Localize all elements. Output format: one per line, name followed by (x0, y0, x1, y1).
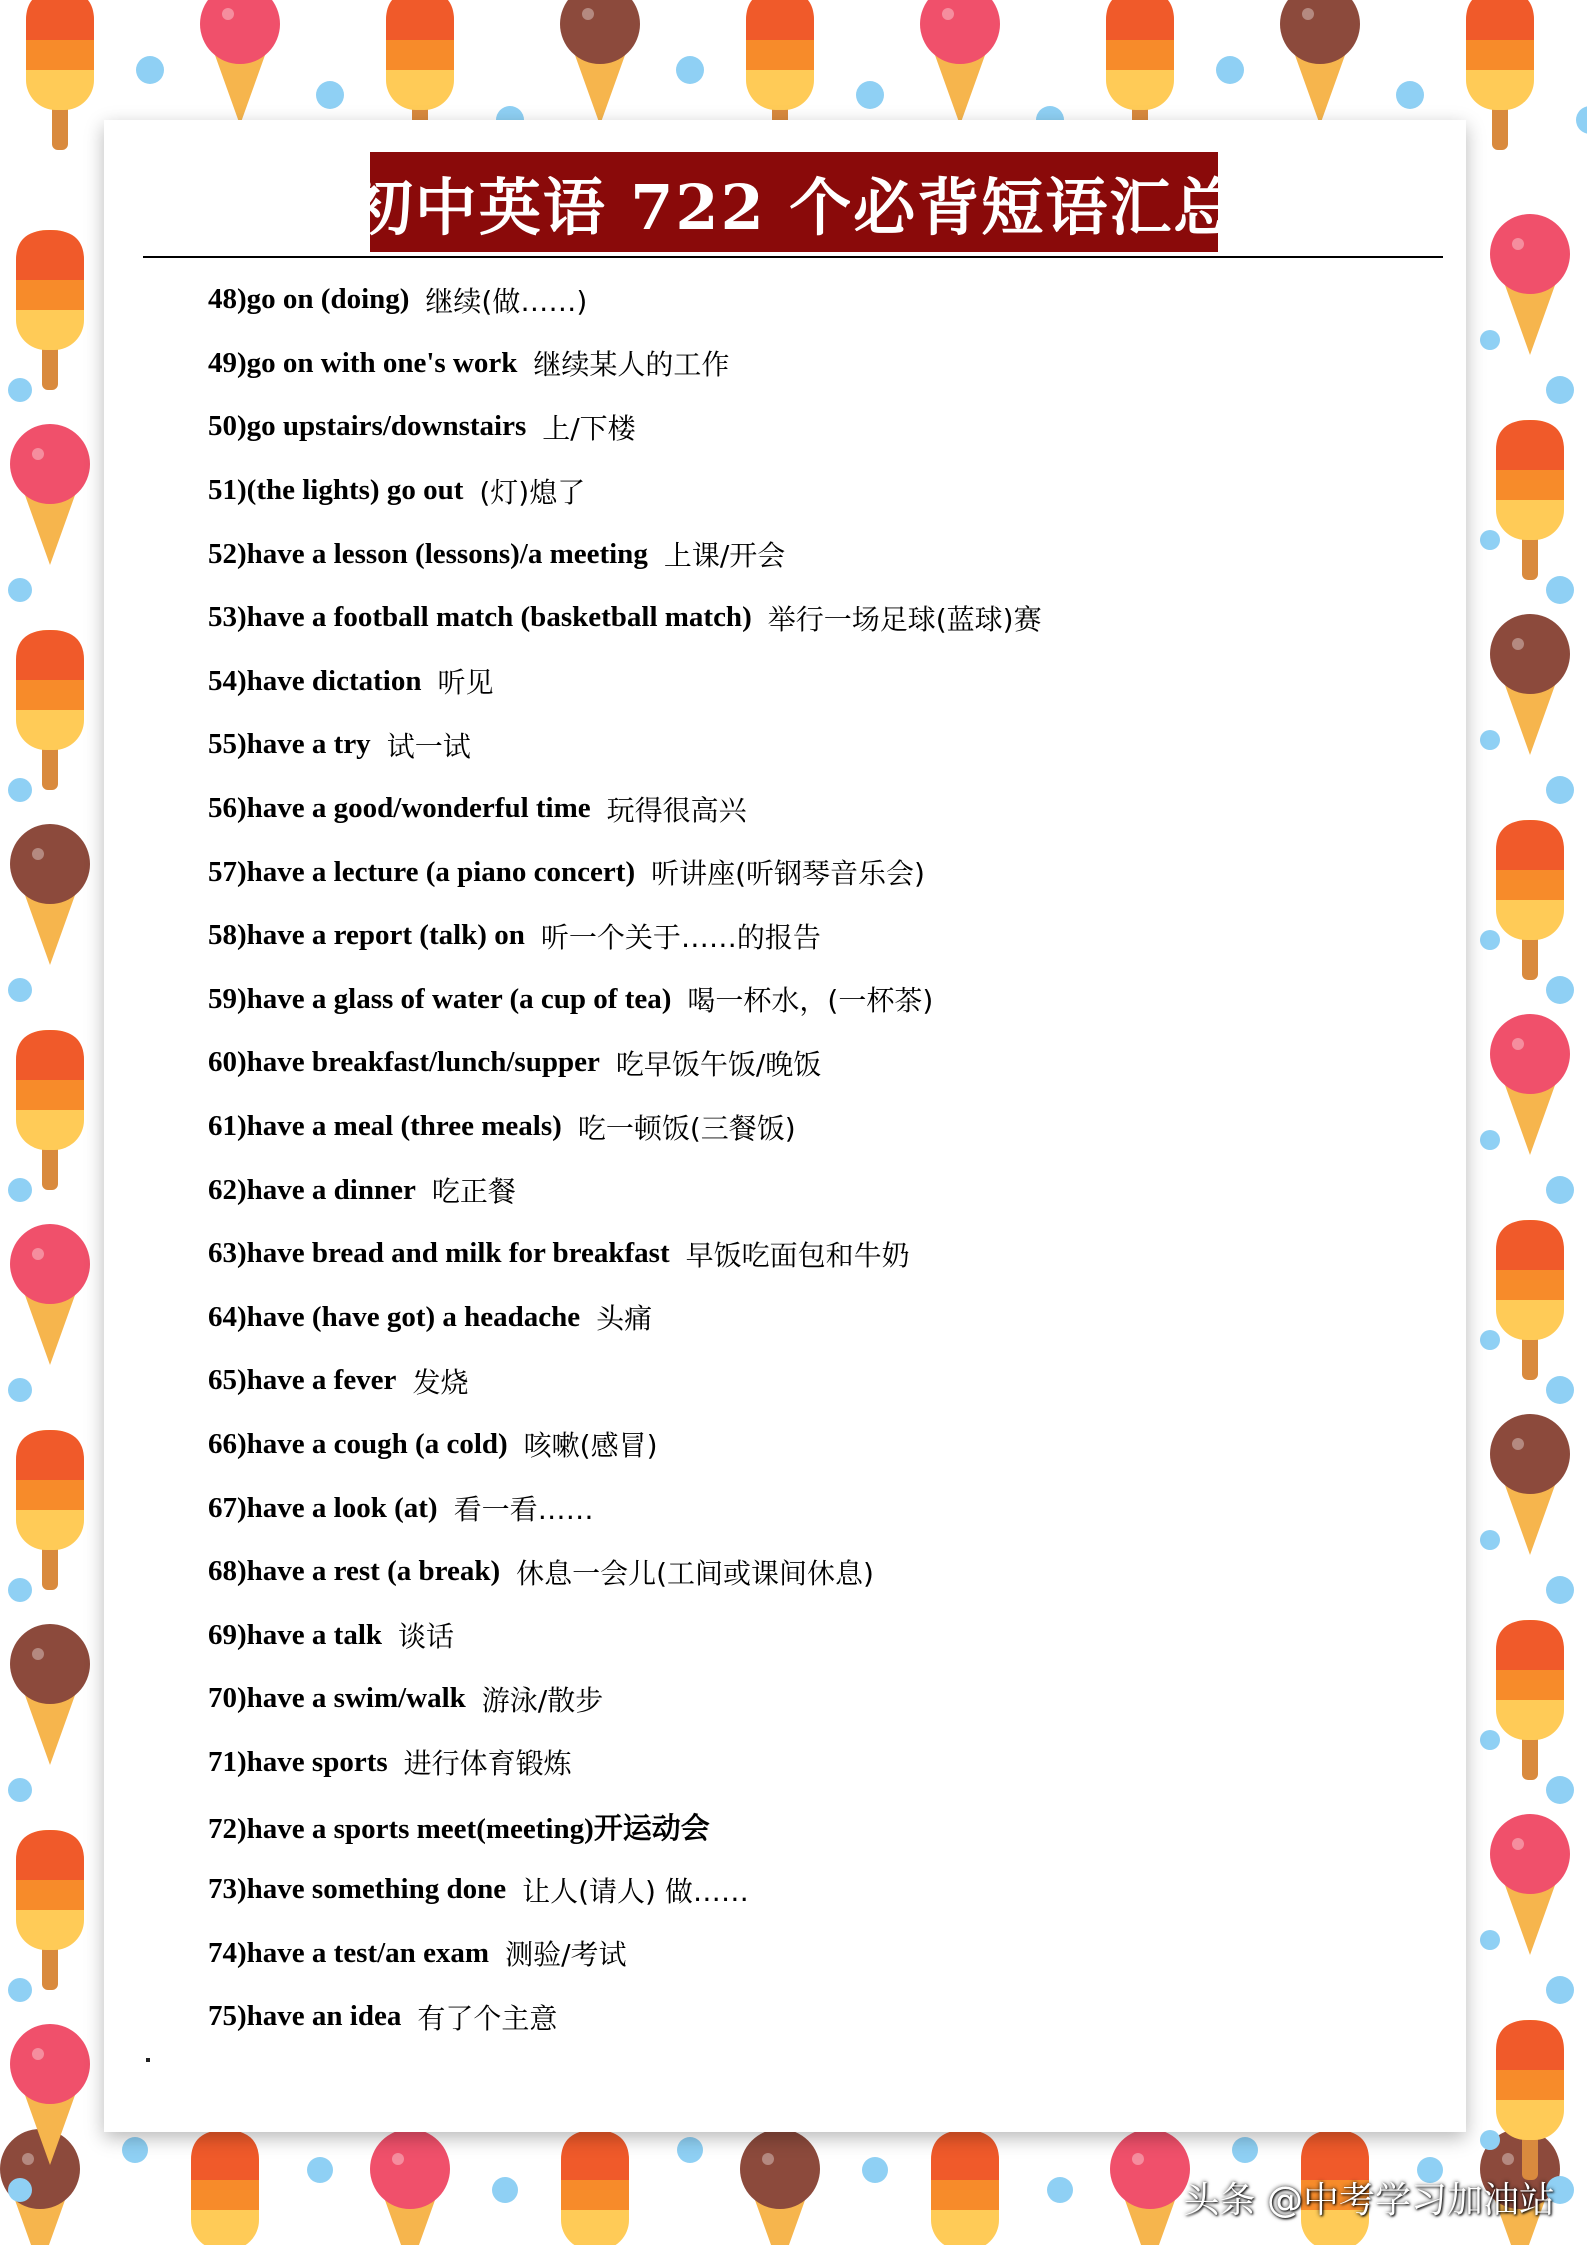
phrase-chinese: 咳嗽(感冒) (523, 1429, 658, 1463)
bubble-dot (8, 378, 32, 402)
phrase-english: 61)have a meal (three meals) (208, 1110, 562, 1143)
phrase-row (208, 650, 1428, 714)
bubble-dot (307, 2157, 333, 2183)
bubble-dot (8, 978, 32, 1002)
bubble-dot (1576, 106, 1587, 134)
phrase-english: 49)go on with one's work (208, 346, 518, 379)
bubble-dot (1480, 330, 1500, 350)
bubble-dot (1480, 930, 1500, 950)
bubble-dot (8, 1978, 32, 2002)
ice-cream-scoop-icon (1490, 1014, 1570, 1094)
phrase-row (208, 1794, 1428, 1858)
phrase-english: 50)go upstairs/downstairs (208, 410, 527, 443)
stray-dot (146, 2058, 150, 2062)
ice-cream-scoop-icon (1490, 1414, 1570, 1494)
phrase-chinese: 试一试 (386, 729, 471, 763)
bubble-dot (1480, 1930, 1500, 1950)
phrase-english: 72)have a sports meet(meeting)开运动会 (208, 1812, 710, 1845)
phrase-row (208, 1476, 1428, 1540)
phrase-chinese: 测验/考试 (505, 1938, 627, 1972)
bubble-dot (8, 578, 32, 602)
watermark: 头条 @中考学习加油站 (1183, 2180, 1555, 2221)
bubble-dot (492, 2177, 518, 2203)
phrase-row (208, 332, 1428, 396)
phrase-row (208, 1349, 1428, 1413)
ice-cream-scoop-icon (1490, 1814, 1570, 1894)
phrase-english: 60)have breakfast/lunch/supper (208, 1046, 600, 1079)
phrase-row (208, 713, 1428, 777)
bubble-dot (676, 56, 704, 84)
phrase-english: 67)have a look (at) (208, 1491, 438, 1524)
phrase-english: 74)have a test/an exam (208, 1936, 490, 1969)
phrase-chinese: 头痛 (596, 1302, 653, 1336)
phrase-row (208, 1540, 1428, 1604)
phrase-english: 68)have a rest (a break) (208, 1555, 501, 1588)
bubble-dot (862, 2157, 888, 2183)
bubble-dot (1480, 1530, 1500, 1550)
phrase-english: 71)have sports (208, 1745, 388, 1778)
phrase-row (208, 268, 1428, 332)
phrase-chinese: 喝一杯水，(一杯茶) (687, 984, 934, 1018)
phrase-row (208, 459, 1428, 523)
phrase-english: 57)have a lecture (a piano concert) (208, 855, 636, 888)
phrase-row (208, 840, 1428, 904)
phrase-row (208, 1031, 1428, 1095)
bubble-dot (8, 2178, 32, 2202)
phrase-row (208, 1413, 1428, 1477)
phrase-english: 64)have (have got) a headache (208, 1300, 581, 1333)
ice-cream-scoop-icon (10, 1224, 90, 1304)
phrase-row (208, 904, 1428, 968)
phrase-chinese: 继续(做……) (425, 284, 588, 318)
phrase-chinese: 听一个关于……的报告 (540, 920, 821, 954)
phrase-chinese: 让人(请人) 做…… (522, 1874, 749, 1908)
phrase-chinese: 继续某人的工作 (533, 348, 730, 382)
phrase-row (208, 586, 1428, 650)
phrase-english: 65)have a fever (208, 1364, 397, 1397)
phrase-chinese: 上课/开会 (663, 539, 786, 573)
phrase-english: 52)have a lesson (lessons)/a meeting (208, 537, 648, 570)
bubble-dot (1546, 376, 1574, 404)
bubble-dot (1047, 2177, 1073, 2203)
bubble-dot (1480, 2130, 1500, 2150)
ice-cream-scoop-icon (10, 1624, 90, 1704)
phrase-chinese: 发烧 (412, 1365, 469, 1399)
phrase-chinese: 看一看…… (453, 1493, 594, 1527)
bubble-dot (1480, 1130, 1500, 1150)
phrase-english: 66)have a cough (a cold) (208, 1427, 508, 1460)
phrase-chinese: 进行体育锻炼 (403, 1747, 572, 1781)
phrase-english: 56)have a good/wonderful time (208, 792, 591, 825)
phrase-chinese: 上/下楼 (542, 411, 636, 445)
bubble-dot (1546, 1176, 1574, 1204)
phrase-list (208, 268, 1428, 2049)
phrase-row (208, 1731, 1428, 1795)
phrase-chinese: 早饭吃面包和牛奶 (685, 1238, 910, 1272)
ice-cream-scoop-icon (920, 0, 1000, 64)
phrase-chinese: 休息一会儿(工间或课间休息) (516, 1556, 874, 1590)
bubble-dot (1546, 1576, 1574, 1604)
phrase-row (208, 777, 1428, 841)
phrase-row (208, 395, 1428, 459)
phrase-row (208, 522, 1428, 586)
bubble-dot (316, 81, 344, 109)
phrase-row (208, 1158, 1428, 1222)
bubble-dot (1480, 1730, 1500, 1750)
phrase-english: 58)have a report (talk) on (208, 919, 525, 952)
bubble-dot (856, 81, 884, 109)
bubble-dot (8, 1178, 32, 1202)
page-title: 初中英语 722 个必背短语汇总 (350, 170, 1238, 244)
phrase-english: 53)have a football match (basketball match) (208, 601, 752, 634)
phrase-english: 51)(the lights) go out (208, 474, 464, 507)
bubble-dot (1396, 81, 1424, 109)
phrase-chinese: 吃一顿饭(三餐饭) (577, 1111, 796, 1145)
bubble-dot (1480, 730, 1500, 750)
bubble-dot (1546, 976, 1574, 1004)
phrase-row (208, 1667, 1428, 1731)
phrase-chinese: 吃正餐 (431, 1175, 516, 1209)
phrase-row (208, 1858, 1428, 1922)
phrase-row (208, 1095, 1428, 1159)
bubble-dot (1546, 1976, 1574, 2004)
phrase-chinese: 玩得很高兴 (606, 793, 747, 827)
bubble-dot (122, 2137, 148, 2163)
ice-cream-scoop-icon (370, 2129, 450, 2209)
bubble-dot (8, 1378, 32, 1402)
ice-cream-scoop-icon (1110, 2129, 1190, 2209)
bubble-dot (8, 1578, 32, 1602)
bubble-dot (136, 56, 164, 84)
bubble-dot (1546, 1376, 1574, 1404)
phrase-chinese: 有了个主意 (417, 2001, 558, 2035)
title-divider (143, 256, 1443, 258)
phrase-chinese: 谈话 (398, 1620, 455, 1654)
ice-cream-scoop-icon (10, 2024, 90, 2104)
bubble-dot (677, 2137, 703, 2163)
phrase-english: 55)have a try (208, 728, 371, 761)
bubble-dot (1546, 1776, 1574, 1804)
phrase-english: 75)have an idea (208, 2000, 402, 2033)
phrase-row (208, 1921, 1428, 1985)
phrase-row (208, 1222, 1428, 1286)
phrase-english: 59)have a glass of water (a cup of tea) (208, 982, 672, 1015)
ice-cream-scoop-icon (560, 0, 640, 64)
ice-cream-scoop-icon (740, 2129, 820, 2209)
ice-cream-scoop-icon (1280, 0, 1360, 64)
bubble-dot (8, 1778, 32, 1802)
ice-cream-scoop-icon (1490, 614, 1570, 694)
phrase-english: 69)have a talk (208, 1618, 382, 1651)
phrase-row (208, 1286, 1428, 1350)
phrase-chinese: 举行一场足球(蓝球)赛 (767, 602, 1042, 636)
phrase-chinese: 吃早饭午饭/晚饭 (615, 1047, 822, 1081)
phrase-english: 73)have something done (208, 1873, 507, 1906)
phrase-row (208, 968, 1428, 1032)
phrase-english: 48)go on (doing) (208, 283, 410, 316)
phrase-row (208, 1603, 1428, 1667)
title-banner (350, 152, 1238, 252)
phrase-chinese: 听见 (437, 666, 494, 700)
ice-cream-scoop-icon (10, 424, 90, 504)
bubble-dot (1546, 576, 1574, 604)
ice-cream-scoop-icon (200, 0, 280, 64)
bubble-dot (1480, 530, 1500, 550)
phrase-english: 63)have bread and milk for breakfast (208, 1237, 670, 1270)
phrase-english: 62)have a dinner (208, 1173, 416, 1206)
bubble-dot (1480, 1330, 1500, 1350)
phrase-chinese: 听讲座(听钢琴音乐会) (651, 857, 925, 891)
phrase-row (208, 1985, 1428, 2049)
phrase-chinese: (灯)熄了 (479, 475, 586, 509)
bubble-dot (1546, 776, 1574, 804)
phrase-chinese: 游泳/散步 (481, 1683, 604, 1717)
bubble-dot (1216, 56, 1244, 84)
ice-cream-scoop-icon (10, 824, 90, 904)
phrase-english: 54)have dictation (208, 664, 422, 697)
bubble-dot (8, 778, 32, 802)
bubble-dot (1232, 2137, 1258, 2163)
ice-cream-scoop-icon (1490, 214, 1570, 294)
phrase-english: 70)have a swim/walk (208, 1682, 466, 1715)
